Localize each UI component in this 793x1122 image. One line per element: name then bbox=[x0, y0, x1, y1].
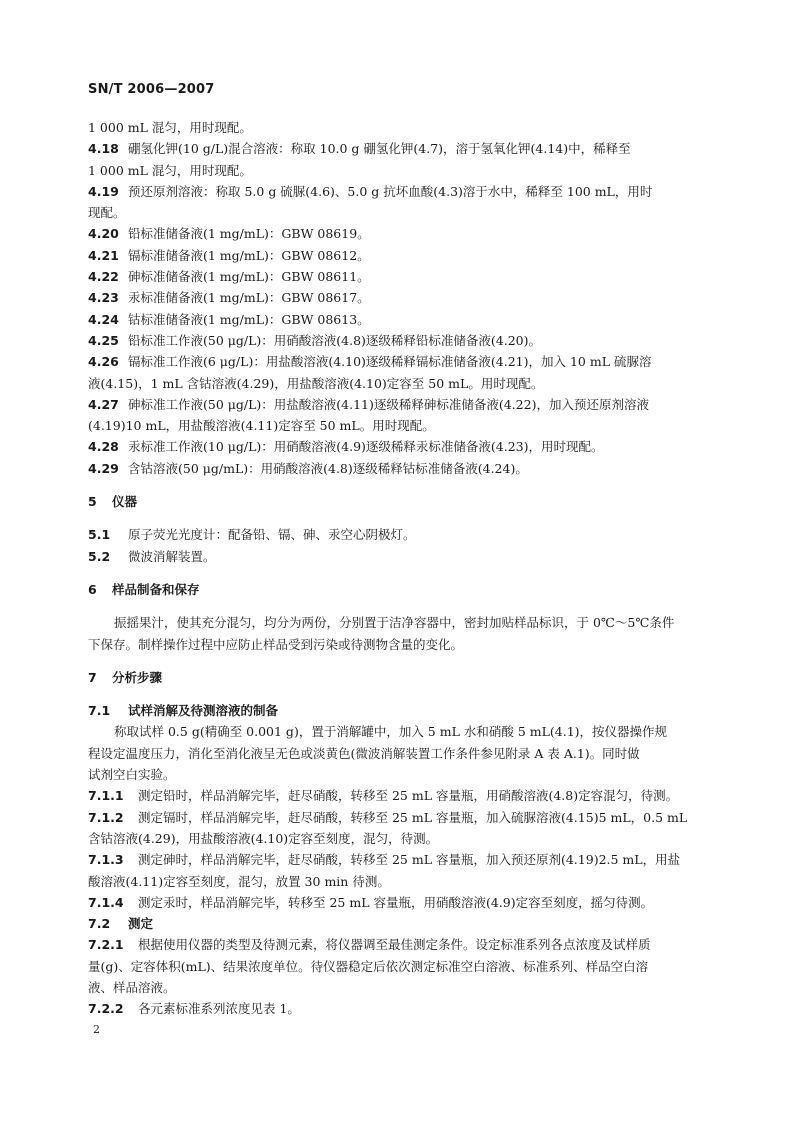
item-7-2-2 bbox=[88, 998, 704, 1019]
text-line: (4.19)10 mL，用盐酸溶液(4.11)定容至 50 mL。用时现配。 bbox=[88, 418, 435, 434]
section-title: 仪器 bbox=[112, 494, 138, 510]
item-number: 4.19 bbox=[88, 183, 119, 199]
section-title: 样品制备和保存 bbox=[112, 581, 200, 597]
text-line: 液(4.15)，1 mL 含钴溶液(4.29)，用盐酸溶液(4.10)定容至 50 mL。用时现配。 bbox=[88, 375, 544, 391]
section-heading-6 bbox=[88, 579, 704, 600]
section-heading-7 bbox=[88, 667, 704, 688]
item-text: 铅标准储备液(1 mg/mL)：GBW 08619。 bbox=[128, 226, 370, 242]
item-4-29 bbox=[88, 458, 704, 479]
item-number: 4.21 bbox=[88, 247, 119, 263]
item-7-1-2 bbox=[88, 807, 704, 828]
item-text: 测定铅时，样品消解完毕，赶尽硝酸，转移至 25 mL 容量瓶，用硝酸溶液(4.8)定容混匀，待测。 bbox=[138, 788, 679, 804]
item-number: 4.25 bbox=[88, 332, 119, 348]
item-text: 测定镉时，样品消解完毕，赶尽硝酸，转移至 25 mL 容量瓶，加入硫脲溶液(4.15)5 mL，0.5 mL bbox=[138, 809, 688, 825]
item-text: 铅标准工作液(50 μg/L)：用硝酸溶液(4.8)逐级稀释铅标准储备液(4.20)。 bbox=[128, 332, 541, 348]
item-number: 7.1.3 bbox=[88, 852, 124, 868]
item-text: 汞标准储备液(1 mg/mL)：GBW 08617。 bbox=[128, 290, 370, 306]
document-body bbox=[88, 117, 704, 1020]
section-number: 7.1 bbox=[88, 703, 111, 719]
item-number: 4.20 bbox=[88, 226, 119, 242]
item-number: 4.22 bbox=[88, 269, 119, 285]
text-line: 1 000 mL 混匀，用时现配。 bbox=[88, 120, 252, 135]
section-title: 试样消解及待测溶液的制备 bbox=[128, 703, 279, 719]
item-4-22 bbox=[88, 266, 704, 287]
section-number: 6 bbox=[88, 581, 97, 597]
section-number: 7 bbox=[88, 669, 97, 685]
item-4-18 bbox=[88, 138, 704, 159]
item-number: 7.2.2 bbox=[88, 1001, 124, 1017]
item-4-28 bbox=[88, 436, 704, 457]
item-number: 4.26 bbox=[88, 354, 119, 370]
item-4-24 bbox=[88, 309, 704, 330]
subsection-heading-7-2 bbox=[88, 913, 704, 934]
section-number: 5 bbox=[88, 494, 97, 510]
paragraph-line: 振摇果汁，使其充分混匀，均分为两份，分别置于洁净容器中，密封加贴样品标识，于 0℃～5℃条件 bbox=[114, 615, 675, 631]
item-7-1-1 bbox=[88, 785, 704, 806]
item-text: 钴标准储备液(1 mg/mL)：GBW 08613。 bbox=[128, 311, 370, 327]
item-text: 原子荧光光度计：配备铅、镉、砷、汞空心阴极灯。 bbox=[128, 527, 416, 543]
page-number: 2 bbox=[93, 1023, 100, 1036]
section-number: 7.2 bbox=[88, 916, 111, 932]
text-line: 量(g)、定容体积(mL)、结果浓度单位。待仪器稳定后依次测定标准空白溶液、标准系列、样品空白溶 bbox=[88, 958, 649, 974]
item-text: 根据使用仪器的类型及待测元素，将仪器调至最佳测定条件。设定标准系列各点浓度及试样质 bbox=[138, 937, 651, 953]
paragraph-line: 试剂空白实验。 bbox=[88, 767, 176, 783]
text-line: 现配。 bbox=[88, 205, 126, 221]
item-4-27 bbox=[88, 394, 704, 415]
item-number: 4.24 bbox=[88, 311, 119, 327]
item-5-2 bbox=[88, 546, 704, 567]
item-number: 4.29 bbox=[88, 460, 119, 476]
item-4-19 bbox=[88, 181, 704, 202]
text-line: 酸溶液(4.11)定容至刻度，混匀，放置 30 min 待测。 bbox=[88, 873, 390, 889]
item-number: 7.1.1 bbox=[88, 788, 124, 804]
text-line: 液、样品溶液。 bbox=[88, 979, 176, 995]
item-4-23 bbox=[88, 287, 704, 308]
item-number: 5.1 bbox=[88, 527, 111, 543]
text-line: 含钴溶液(4.29)，用盐酸溶液(4.10)定容至刻度，混匀，待测。 bbox=[88, 830, 439, 846]
item-number: 4.23 bbox=[88, 290, 119, 306]
item-text: 镉标准工作液(6 μg/L)：用盐酸溶液(4.10)逐级稀释镉标准储备液(4.21)，加入 10 mL 硫脲溶 bbox=[128, 354, 652, 370]
item-7-2-1 bbox=[88, 934, 704, 955]
paragraph-line: 下保存。制样操作过程中应防止样品受到污染或待测物含量的变化。 bbox=[88, 636, 464, 652]
paragraph-line: 称取试样 0.5 g(精确至 0.001 g)，置于消解罐中，加入 5 mL 水和硝酸 5 mL(4.1)，按仪器操作规 bbox=[114, 724, 668, 740]
item-text: 镉标准储备液(1 mg/mL)：GBW 08612。 bbox=[128, 247, 370, 263]
item-text: 预还原剂溶液：称取 5.0 g 硫脲(4.6)、5.0 g 抗坏血酸(4.3)溶于水中，稀释至 100 mL，用时 bbox=[128, 183, 653, 199]
item-5-1 bbox=[88, 524, 704, 545]
item-4-26 bbox=[88, 351, 704, 372]
item-4-21 bbox=[88, 245, 704, 266]
item-4-25 bbox=[88, 330, 704, 351]
section-heading-5 bbox=[88, 491, 704, 512]
item-text: 汞标准工作液(10 μg/L)：用硝酸溶液(4.9)逐级稀释汞标准储备液(4.23)，用时现配。 bbox=[128, 439, 604, 455]
item-text: 含钴溶液(50 μg/mL)：用硝酸溶液(4.8)逐级稀释钴标准储备液(4.24)。 bbox=[128, 460, 528, 476]
item-text: 测定砷时，样品消解完毕，赶尽硝酸，转移至 25 mL 容量瓶，加入预还原剂(4.19)2.5 mL，用盐 bbox=[138, 852, 681, 868]
text-line: 1 000 mL 混匀，用时现配。 bbox=[88, 162, 252, 178]
item-number: 4.27 bbox=[88, 396, 119, 412]
item-text: 微波消解装置。 bbox=[128, 548, 216, 564]
item-4-20 bbox=[88, 223, 704, 244]
item-number: 4.28 bbox=[88, 439, 119, 455]
section-title: 测定 bbox=[128, 916, 154, 932]
item-text: 测定汞时，样品消解完毕，转移至 25 mL 容量瓶，用硝酸溶液(4.9)定容至刻度，摇匀待测。 bbox=[138, 894, 654, 910]
item-number: 4.18 bbox=[88, 141, 119, 157]
item-number: 7.2.1 bbox=[88, 937, 124, 953]
item-text: 各元素标准系列浓度见表 1。 bbox=[138, 1001, 300, 1017]
subsection-heading-7-1 bbox=[88, 700, 704, 721]
section-title: 分析步骤 bbox=[112, 669, 163, 685]
item-text: 砷标准储备液(1 mg/mL)：GBW 08611。 bbox=[128, 269, 370, 285]
item-number: 7.1.2 bbox=[88, 809, 124, 825]
document-code: SN/T 2006—2007 bbox=[88, 82, 215, 97]
item-text: 砷标准工作液(50 μg/L)：用盐酸溶液(4.11)逐级稀释砷标准储备液(4.22)，加入预还原剂溶液 bbox=[128, 396, 649, 412]
item-7-1-3 bbox=[88, 849, 704, 870]
item-7-1-4 bbox=[88, 892, 704, 913]
paragraph-line: 程设定温度压力，消化至消化液呈无色或淡黄色(微波消解装置工作条件参见附录 A 表 A.1)。同时做 bbox=[88, 745, 640, 761]
item-number: 7.1.4 bbox=[88, 894, 124, 910]
item-number: 5.2 bbox=[88, 548, 111, 564]
item-text: 硼氢化钾(10 g/L)混合溶液：称取 10.0 g 硼氢化钾(4.7)，溶于氢氧化钾(4.14)中，稀释至 bbox=[128, 141, 631, 157]
